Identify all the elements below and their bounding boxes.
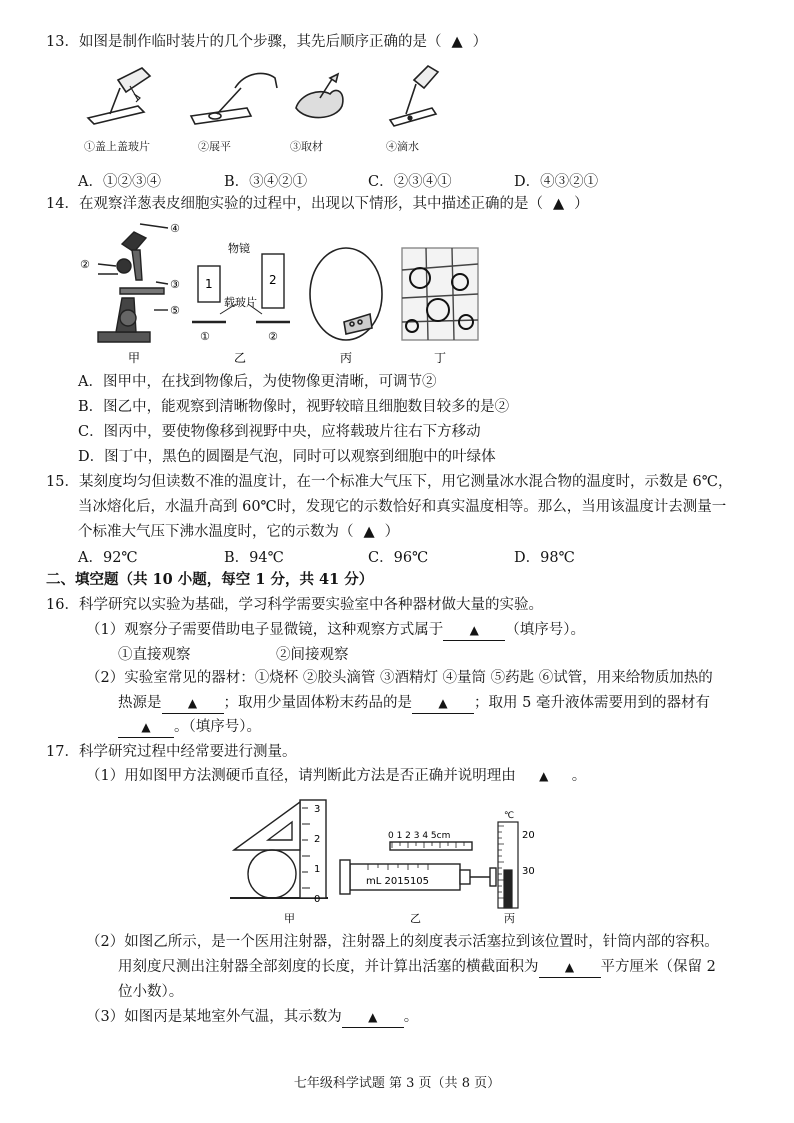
q13-caption-2: ②展平 <box>198 140 231 153</box>
thermometer-unit: ℃ <box>504 811 515 821</box>
q16-part-1 <box>86 620 585 641</box>
q13-stem <box>46 32 487 52</box>
microscope-illustration <box>98 224 168 342</box>
q16-answer-blank-1[interactable]: ▲ <box>443 620 505 641</box>
q17-answer-blank-3[interactable]: ▲ <box>342 1007 404 1028</box>
q13-option-b: B．③④②① <box>224 174 308 190</box>
q17-part-1 <box>86 766 586 786</box>
q16-part-2-line-3 <box>118 717 261 738</box>
q16-part-2-line-3-text: 。（填序号）。 <box>174 719 261 735</box>
position-1-label: ① <box>200 330 210 343</box>
lens-1-label: 1 <box>205 277 213 291</box>
take-material-step-illustration <box>296 74 343 118</box>
q17-stem: 17．科学研究过程中经常要进行测量。 <box>46 744 297 760</box>
q17-part-2-text-b: 平方厘米（保留 2 <box>600 959 716 975</box>
answer-mark: ▲ <box>451 34 463 50</box>
page-footer: 七年级科学试题 第 3 页（共 8 页） <box>293 1076 501 1091</box>
position-2-label: ② <box>268 330 278 343</box>
section-heading: 二、填空题（共 10 小题，每空 1 分，共 41 分） <box>46 571 374 588</box>
q17-figure <box>228 794 548 928</box>
fig-yi-label: 乙 <box>410 912 421 925</box>
q13-stem-text: 13．如图是制作临时装片的几个步骤，其先后顺序正确的是（ <box>46 34 442 50</box>
q16-part-2-text-c: ；取用 5 毫升液体需要用到的器材有 <box>474 695 710 711</box>
q16-stem: 16．科学研究以实验为基础，学习科学需要实验室中各种器材做大量的实验。 <box>46 597 543 613</box>
spread-step-illustration <box>191 73 277 124</box>
q17-part-2-line-2 <box>118 957 716 978</box>
drop-water-step-illustration <box>390 66 438 126</box>
cover-slip-step-illustration <box>88 68 150 124</box>
lens-2-label: 2 <box>269 273 277 287</box>
ruler-tick-0: 0 <box>314 894 321 905</box>
q13-option-c: C．②③④① <box>368 174 452 190</box>
q15-line-2: 当冰熔化后，水温升高到 60℃时，发现它的示数恰好和真实温度相等。那么，当用该温度计去测量一 <box>78 499 727 515</box>
q15-option-c: C．96℃ <box>368 550 429 566</box>
q14-option-d: D．图丁中，黑色的圆圈是气泡，同时可以观察到细胞中的叶绿体 <box>78 449 496 465</box>
q17-part-3 <box>86 1007 418 1028</box>
ruler-tick-2: 2 <box>314 834 321 845</box>
q15-option-d: D．98℃ <box>514 550 575 566</box>
ruler-tick-3: 3 <box>314 804 321 815</box>
q15-line-3-text: 个标准大气压下沸水温度时，它的示数为（ <box>78 524 354 540</box>
q14-stem <box>46 194 589 214</box>
q13-option-d: D．④③②① <box>514 174 599 190</box>
scale-cm-label: 0 1 2 3 4 5cm <box>388 831 451 841</box>
q13-figure <box>80 58 480 138</box>
q17-part-3-text: （3）如图丙是某地室外气温，其示数为 <box>86 1009 342 1025</box>
thermometer-illustration <box>498 822 518 908</box>
answer-mark: ▲ <box>552 196 565 212</box>
q16-answer-blank-3[interactable]: ▲ <box>412 693 474 714</box>
field-of-view-illustration <box>310 248 382 340</box>
q14-option-a: A．图甲中，在找到物像后，为使物像更清晰，可调节② <box>78 374 437 390</box>
q16-part-1-text: （1）观察分子需要借助电子显微镜，这种观察方式属于 <box>86 622 444 638</box>
q15-line-3-close: ） <box>384 524 400 540</box>
answer-mark: ▲ <box>363 524 375 540</box>
fig-jia-label: 甲 <box>284 912 295 925</box>
fig-ding-label: 丁 <box>434 351 447 365</box>
q16-choice-direct: ①直接观察 <box>118 647 191 663</box>
label-2: ② <box>80 258 90 271</box>
fig-yi-label: 乙 <box>234 351 247 365</box>
q17-answer-blank-2[interactable]: ▲ <box>539 957 601 978</box>
q13-caption-1: ①盖上盖玻片 <box>84 140 150 153</box>
q16-answer-blank-4[interactable]: ▲ <box>118 717 174 738</box>
syringe-scale-label: mL 2015105 <box>366 876 430 887</box>
q15-option-a: A．92℃ <box>78 550 138 566</box>
fig-bing-label: 丙 <box>340 351 353 365</box>
q13-option-a: A．①②③④ <box>78 174 161 190</box>
q16-part-1-end: （填序号）。 <box>505 622 585 638</box>
ruler-tick-1: 1 <box>314 864 321 875</box>
q17-answer-blank-1[interactable]: ▲ <box>539 769 549 783</box>
q13-caption-4: ④滴水 <box>386 140 419 153</box>
fig-bing-label: 丙 <box>504 912 515 925</box>
slide-label: 载玻片 <box>224 296 257 309</box>
thermometer-tick-30: 30 <box>522 866 535 877</box>
q17-part-2-line-1: （2）如图乙所示，是一个医用注射器，注射器上的刻度表示活塞拉到该位置时，针筒内部的容积。 <box>86 934 719 950</box>
cells-with-bubbles-illustration <box>402 248 478 340</box>
q16-part-2-line-2 <box>118 693 710 714</box>
q16-choice-indirect: ②间接观察 <box>276 647 349 663</box>
q14-stem-text: 14．在观察洋葱表皮细胞实验的过程中，出现以下情形，其中描述正确的是（ <box>46 196 543 212</box>
q15-option-b: B．94℃ <box>224 550 284 566</box>
q16-part-2-text-b: ；取用少量固体粉末药品的是 <box>223 695 412 711</box>
q17-part-2-line-3: 位小数）。 <box>118 984 184 1000</box>
q15-line-1: 15．某刻度均匀但读数不准的温度计，在一个标准大气压下，用它测量冰水混合物的温度时，示数是 6℃， <box>46 474 733 490</box>
label-5: ⑤ <box>170 304 180 317</box>
q15-line-3 <box>78 522 399 542</box>
q16-part-2-text-a: 热源是 <box>118 695 162 711</box>
q13-stem-close: ） <box>472 34 488 50</box>
q17-part-3-end: 。 <box>403 1009 419 1025</box>
q16-answer-blank-2[interactable]: ▲ <box>162 693 224 714</box>
q16-part-2-line-1: （2）实验室常见的器材：①烧杯 ②胶头滴管 ③酒精灯 ④量筒 ⑤药匙 ⑥试管，用来给物质加热的 <box>86 670 713 686</box>
q17-part-2-text-a: 用刻度尺测出注射器全部刻度的长度，并计算出活塞的横截面积为 <box>118 959 539 975</box>
q17-part-1-end: 。 <box>571 768 587 784</box>
q17-part-1-text: （1）用如图甲方法测硬币直径，请判断此方法是否正确并说明理由 <box>86 768 516 784</box>
objective-label: 物镜 <box>228 242 250 255</box>
q14-figure <box>76 218 496 366</box>
label-3: ③ <box>170 278 180 291</box>
q14-option-c: C．图丙中，要使物像移到视野中央，应将载玻片往右下方移动 <box>78 424 481 440</box>
q14-stem-close: ） <box>574 196 589 212</box>
q14-option-b: B．图乙中，能观察到清晰物像时，视野较暗且细胞数目较多的是② <box>78 399 510 415</box>
thermometer-tick-20: 20 <box>522 830 535 841</box>
q13-caption-3: ③取材 <box>290 140 323 153</box>
fig-jia-label: 甲 <box>128 351 141 365</box>
label-4: ④ <box>170 222 180 235</box>
